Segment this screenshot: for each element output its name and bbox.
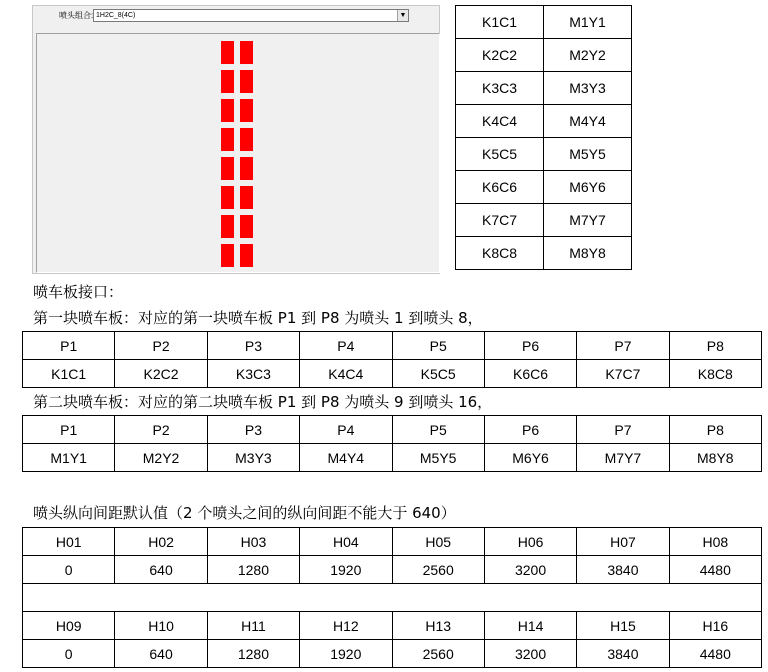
- table-cell: P7: [577, 332, 669, 360]
- table-cell: P3: [207, 332, 299, 360]
- chevron-down-icon[interactable]: ▼: [397, 10, 408, 21]
- table-cell: P5: [392, 416, 484, 444]
- table-cell: 3200: [484, 556, 576, 584]
- table-cell: H03: [207, 528, 299, 556]
- table-cell: K4C4: [300, 360, 392, 388]
- nozzle-4-right: [240, 128, 253, 151]
- table-cell: 1280: [207, 640, 299, 668]
- table-cell: P1: [23, 332, 115, 360]
- table-row: [456, 105, 632, 138]
- table-row: [23, 640, 762, 668]
- nozzle-canvas: [36, 33, 440, 273]
- table-cell: H09: [23, 612, 115, 640]
- spacing-table: [22, 527, 762, 668]
- table-cell: P6: [484, 416, 576, 444]
- table-cell: M6Y6: [484, 444, 576, 472]
- nozzle-mapping-grid: [455, 5, 632, 270]
- table-row: [23, 528, 762, 556]
- table-cell: M5Y5: [392, 444, 484, 472]
- nozzle-6-left: [221, 186, 234, 209]
- nozzle-5-right: [240, 157, 253, 180]
- table-cell: H02: [115, 528, 207, 556]
- table-cell: H15: [577, 612, 669, 640]
- table-row: [23, 360, 762, 388]
- table-cell: M7Y7: [544, 204, 632, 237]
- table-cell: H11: [207, 612, 299, 640]
- nozzle-6-right: [240, 186, 253, 209]
- table-cell: 4480: [669, 556, 761, 584]
- table-row: [456, 237, 632, 270]
- table-cell: 0: [23, 556, 115, 584]
- table-cell: H01: [23, 528, 115, 556]
- table-cell: M5Y5: [544, 138, 632, 171]
- table-cell: P3: [207, 416, 299, 444]
- table-cell: H10: [115, 612, 207, 640]
- nozzle-2-left: [221, 70, 234, 93]
- table-cell: P7: [577, 416, 669, 444]
- table-cell: 4480: [669, 640, 761, 668]
- nozzle-8-left: [221, 244, 234, 267]
- combo-row: [33, 6, 439, 26]
- nozzle-7-left: [221, 215, 234, 238]
- table-cell: K6C6: [484, 360, 576, 388]
- combo-label: 喷头组合:: [59, 11, 94, 20]
- spacing-text: 喷头纵向间距默认值（2 个喷头之间的纵向间距不能大于 640）: [33, 504, 456, 522]
- table-cell: M1Y1: [544, 6, 632, 39]
- table-cell: [23, 584, 762, 612]
- table-row: [456, 72, 632, 105]
- table-cell: M4Y4: [544, 105, 632, 138]
- nozzle-1-right: [240, 41, 253, 64]
- table-row: [456, 138, 632, 171]
- table-cell: 640: [115, 556, 207, 584]
- table-cell: K7C7: [456, 204, 544, 237]
- table-row: [23, 332, 762, 360]
- table-row: [456, 204, 632, 237]
- nozzle-1-left: [221, 41, 234, 64]
- interface-heading: 喷车板接口：: [33, 283, 124, 301]
- table-cell: 1280: [207, 556, 299, 584]
- table-cell: 3840: [577, 556, 669, 584]
- table-cell: M2Y2: [544, 39, 632, 72]
- table-cell: P4: [300, 332, 392, 360]
- table-cell: K2C2: [115, 360, 207, 388]
- table-row: [23, 556, 762, 584]
- table-cell: K1C1: [23, 360, 115, 388]
- table-cell: K3C3: [456, 72, 544, 105]
- table-cell: H06: [484, 528, 576, 556]
- table-cell: 1920: [300, 556, 392, 584]
- table-cell: H08: [669, 528, 761, 556]
- table-cell: H12: [300, 612, 392, 640]
- nozzle-7-right: [240, 215, 253, 238]
- table-cell: 2560: [392, 640, 484, 668]
- table-cell: K8C8: [456, 237, 544, 270]
- table-cell: 2560: [392, 556, 484, 584]
- table-row: [23, 416, 762, 444]
- table-cell: K2C2: [456, 39, 544, 72]
- table-cell: H05: [392, 528, 484, 556]
- table-cell: K3C3: [207, 360, 299, 388]
- table-cell: H13: [392, 612, 484, 640]
- table-cell: M4Y4: [300, 444, 392, 472]
- table-cell: M6Y6: [544, 171, 632, 204]
- table-cell: P1: [23, 416, 115, 444]
- table-cell: M8Y8: [669, 444, 761, 472]
- table-cell: H07: [577, 528, 669, 556]
- table-row: [23, 612, 762, 640]
- nozzle-grid: [221, 41, 253, 267]
- table-cell: P5: [392, 332, 484, 360]
- table-cell: 0: [23, 640, 115, 668]
- table-cell: K7C7: [577, 360, 669, 388]
- table-cell: P2: [115, 332, 207, 360]
- table-cell: P8: [669, 416, 761, 444]
- board2-text: 第二块喷车板：对应的第二块喷车板 P1 到 P8 为喷头 9 到喷头 16，: [33, 393, 493, 411]
- board1-table: [22, 331, 762, 388]
- table-row: [23, 444, 762, 472]
- table-cell: 1920: [300, 640, 392, 668]
- table-cell: 3840: [577, 640, 669, 668]
- table-cell: K8C8: [669, 360, 761, 388]
- nozzle-3-right: [240, 99, 253, 122]
- table-cell: K5C5: [392, 360, 484, 388]
- table-cell: H04: [300, 528, 392, 556]
- table-cell: M3Y3: [207, 444, 299, 472]
- board2-table: [22, 415, 762, 472]
- nozzle-8-right: [240, 244, 253, 267]
- nozzle-4-left: [221, 128, 234, 151]
- table-cell: M3Y3: [544, 72, 632, 105]
- table-cell: K6C6: [456, 171, 544, 204]
- table-cell: M7Y7: [577, 444, 669, 472]
- table-cell: P2: [115, 416, 207, 444]
- table-cell: P6: [484, 332, 576, 360]
- table-cell: K5C5: [456, 138, 544, 171]
- nozzle-combo-panel: [32, 5, 440, 274]
- nozzle-5-left: [221, 157, 234, 180]
- table-cell: M8Y8: [544, 237, 632, 270]
- table-cell: 3200: [484, 640, 576, 668]
- combo-value: 1H2C_8(4C): [96, 12, 136, 19]
- table-cell: H16: [669, 612, 761, 640]
- table-row: [456, 171, 632, 204]
- nozzle-combo-select[interactable]: [93, 9, 409, 22]
- table-row: [456, 39, 632, 72]
- nozzle-2-right: [240, 70, 253, 93]
- table-cell: P4: [300, 416, 392, 444]
- table-row: [23, 584, 762, 612]
- table-cell: M1Y1: [23, 444, 115, 472]
- table-cell: 640: [115, 640, 207, 668]
- table-cell: H14: [484, 612, 576, 640]
- table-cell: K1C1: [456, 6, 544, 39]
- table-cell: K4C4: [456, 105, 544, 138]
- table-cell: P8: [669, 332, 761, 360]
- table-cell: M2Y2: [115, 444, 207, 472]
- table-row: [456, 6, 632, 39]
- nozzle-3-left: [221, 99, 234, 122]
- board1-text: 第一块喷车板：对应的第一块喷车板 P1 到 P8 为喷头 1 到喷头 8，: [33, 309, 483, 327]
